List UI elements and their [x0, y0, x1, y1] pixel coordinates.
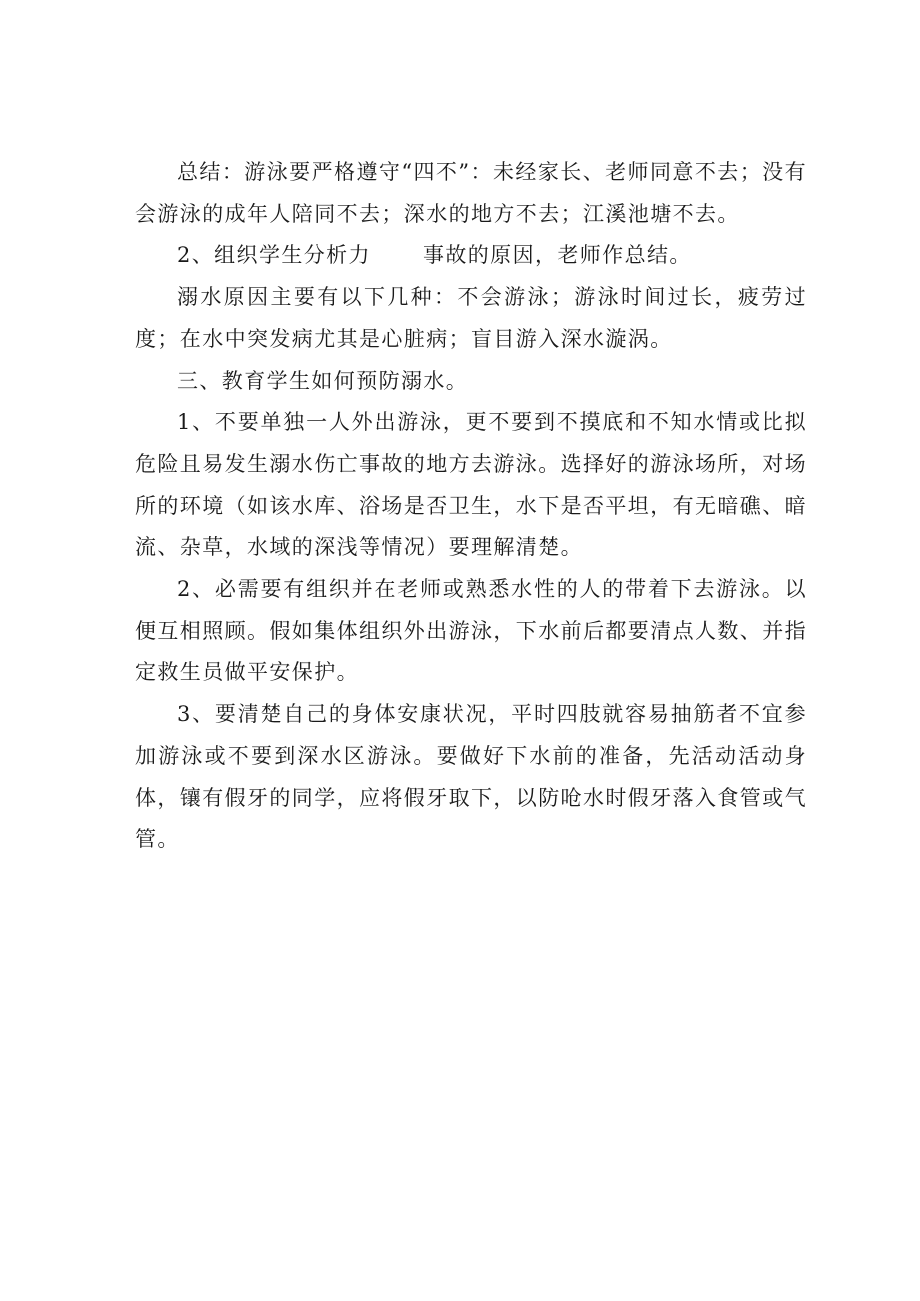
item-2-text-start: 2、组织学生分析力 [177, 243, 371, 268]
paragraph-drowning-causes: 溺水原因主要有以下几种：不会游泳；游泳时间过长，疲劳过度；在水中突发病尤其是心脏病；盲目游入深水漩涡。 [135, 285, 807, 351]
section-heading-prevention: 三、教育学生如何预防溺水。 [177, 368, 469, 393]
paragraph-prevention-2: 2、必需要有组织并在老师或熟悉水性的人的带着下去游泳。以便互相照顾。假如集体组织外出游泳，下水前后都要清点人数、并指定救生员做平安保护。 [135, 577, 807, 685]
paragraph-item-2 [135, 235, 807, 277]
paragraph-prevention-1: 1、不要单独一人外出游泳，更不要到不摸底和不知水情或比拟危险且易发生溺水伤亡事故的地方去游泳。选择好的游泳场所，对场所的环境（如该水库、浴场是否卫生，水下是否平坦，有无暗礁、暗流、杂草，水域的深浅等情况）要理解清楚。 [135, 410, 807, 560]
document-body [135, 152, 807, 861]
paragraph-summary: 总结：游泳要严格遵守“四不”：未经家长、老师同意不去；没有会游泳的成年人陪同不去；深水的地方不去；江溪池塘不去。 [135, 160, 807, 226]
paragraph-prevention-3: 3、要清楚自己的身体安康状况，平时四肢就容易抽筋者不宜参加游泳或不要到深水区游泳。要做好下水前的准备，先活动活动身体，镶有假牙的同学，应将假牙取下，以防呛水时假牙落入食管或气管。 [135, 702, 807, 852]
item-2-text-end: 事故的原因，老师作总结。 [422, 243, 692, 268]
